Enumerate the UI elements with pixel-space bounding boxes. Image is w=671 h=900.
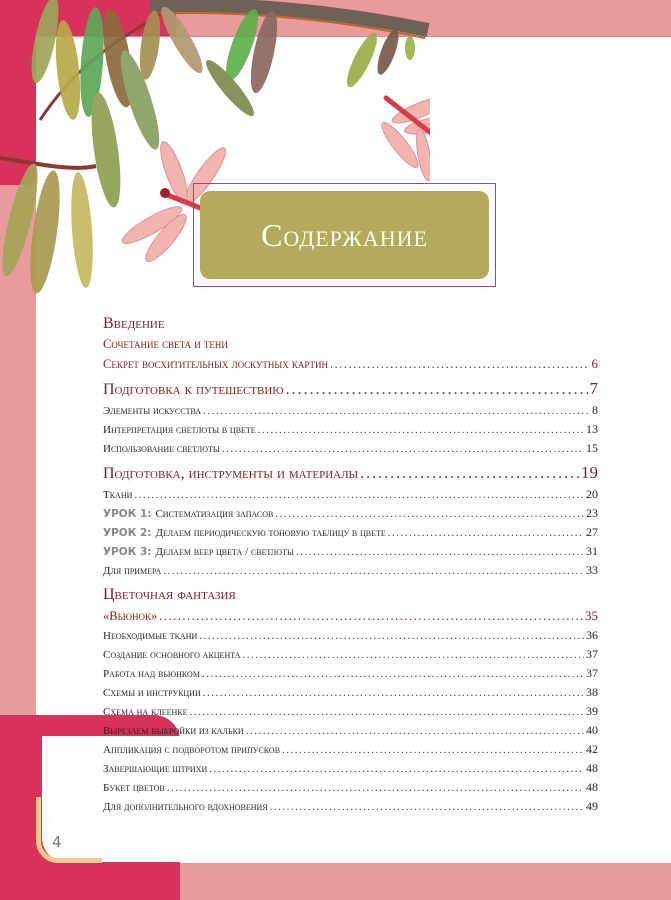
toc-entry[interactable] [103,702,598,721]
leader-dots [296,543,584,561]
toc-entry-label: Секрет восхитительных лоскутных картин [103,357,328,371]
corner-peach-accent [36,797,102,863]
toc-entry-label: Сочетание света и тени [103,337,228,351]
toc-entry[interactable] [103,645,598,664]
lesson-tag: УРОК 1: [103,508,152,520]
leader-dots [189,703,584,721]
toc-entry-label: Для дополнительного вдохновения [103,801,268,813]
toc-entry[interactable] [103,759,598,778]
toc-entry-label: Для примера [103,565,162,577]
leader-dots [222,440,584,458]
leader-dots [243,646,585,664]
toc-entry[interactable] [103,797,598,816]
toc-entry[interactable] [103,335,598,354]
leader-dots [246,722,584,740]
title-box [200,191,489,279]
toc-entry[interactable] [103,561,598,580]
toc-page-number: 23 [586,506,598,520]
toc-page-number: 37 [586,647,598,661]
lesson-tag: УРОК 3: [103,546,152,558]
leader-dots [203,684,584,702]
toc-entry-label: Аппликация с подворотом припусков [103,744,281,756]
toc-entry-label: Делаем периодическую тоновую таблицу в цвете [155,527,386,539]
lesson-tag: УРОК 2: [103,527,152,539]
toc-entry-label: Использование светлоты [103,443,220,455]
toc-page-number: 33 [586,563,598,577]
leader-dots [270,798,584,816]
toc-entry-label: Систематизация запасов [155,508,274,520]
toc-entry[interactable] [103,778,598,797]
toc-entry[interactable] [103,439,598,458]
toc-page-number: 48 [586,780,598,794]
toc-heading-label: Введение [103,315,165,332]
toc-heading-label: Подготовка, инструменты и материалы [103,465,359,482]
table-of-contents [103,313,598,816]
leader-dots [286,379,588,401]
toc-entry[interactable] [103,683,598,702]
toc-page-number: 42 [586,742,598,756]
toc-heading-label: Цветочная фантазия [103,586,236,603]
toc-page-number: 6 [591,356,598,371]
leader-dots [282,741,584,759]
toc-entry-label: Делаем веер цвета / светлоты [155,546,294,558]
toc-page-number: 48 [586,761,598,775]
dragonfly-icon [377,92,430,181]
toc-entry[interactable] [103,542,598,561]
toc-heading-intro[interactable] [103,313,598,335]
toc-entry[interactable] [103,401,598,420]
leader-dots [202,665,584,683]
toc-subheading[interactable] [103,606,598,626]
leader-dots [360,463,579,485]
toc-heading-section-2[interactable] [103,462,598,485]
leader-dots [134,486,584,504]
toc-page-number: 15 [586,441,598,455]
toc-entry[interactable] [103,523,598,542]
leader-dots [203,402,590,420]
toc-entry[interactable] [103,504,598,523]
toc-page-number: 49 [586,799,598,813]
toc-entry[interactable] [103,664,598,683]
leader-dots [163,562,584,580]
toc-entry-label: Схемы и инструкции [103,687,201,699]
toc-page-number: 19 [581,463,598,482]
leader-dots [199,627,584,645]
toc-entry[interactable] [103,485,598,504]
toc-entry[interactable] [103,721,598,740]
toc-page-number: 38 [586,685,598,699]
toc-entry-label: Вырезаем выкройки из кальки [103,725,244,737]
toc-entry-label: Создание основного акцента [103,649,241,661]
toc-entry-label: «Вьюнок» [103,609,158,623]
leader-dots [209,760,584,778]
toc-entry-label: Интерпретация светлоты в цвете [103,424,256,436]
leader-dots [388,524,584,542]
toc-page-number: 39 [586,704,598,718]
toc-page-number: 20 [586,487,598,501]
leader-dots [159,607,583,626]
leader-dots [258,421,584,439]
toc-entry-label: Схема на клеенке [103,706,188,718]
toc-page-number: 8 [592,403,598,417]
toc-entry[interactable] [103,354,598,374]
toc-entry[interactable] [103,740,598,759]
toc-page-number: 13 [586,422,598,436]
toc-entry-label: Букет цветов [103,782,165,794]
toc-page-number: 35 [585,608,598,623]
leader-dots [275,505,584,523]
toc-entry[interactable] [103,420,598,439]
toc-entry-label: Необходимые ткани [103,630,198,642]
toc-heading-section-3[interactable] [103,584,598,606]
leader-dots [167,779,584,797]
toc-page-number: 36 [586,628,598,642]
toc-entry-label: Ткани [103,489,133,501]
page-number: 4 [52,833,62,851]
toc-heading-section-1[interactable] [103,378,598,401]
toc-page-number: 40 [586,723,598,737]
toc-entry-label: Элементы искусства [103,405,202,417]
toc-page-number: 31 [586,544,598,558]
toc-page-number: 37 [586,666,598,680]
toc-page-number: 27 [586,525,598,539]
leader-dots [330,355,590,374]
toc-page-number: 7 [589,379,598,398]
toc-entry[interactable] [103,626,598,645]
toc-entry-label: Завершающие штрихи [103,763,208,775]
page-title: Содержание [261,216,428,253]
toc-heading-label: Подготовка к путешествию [103,381,284,398]
toc-entry-label: Работа над вьюнком [103,668,200,680]
